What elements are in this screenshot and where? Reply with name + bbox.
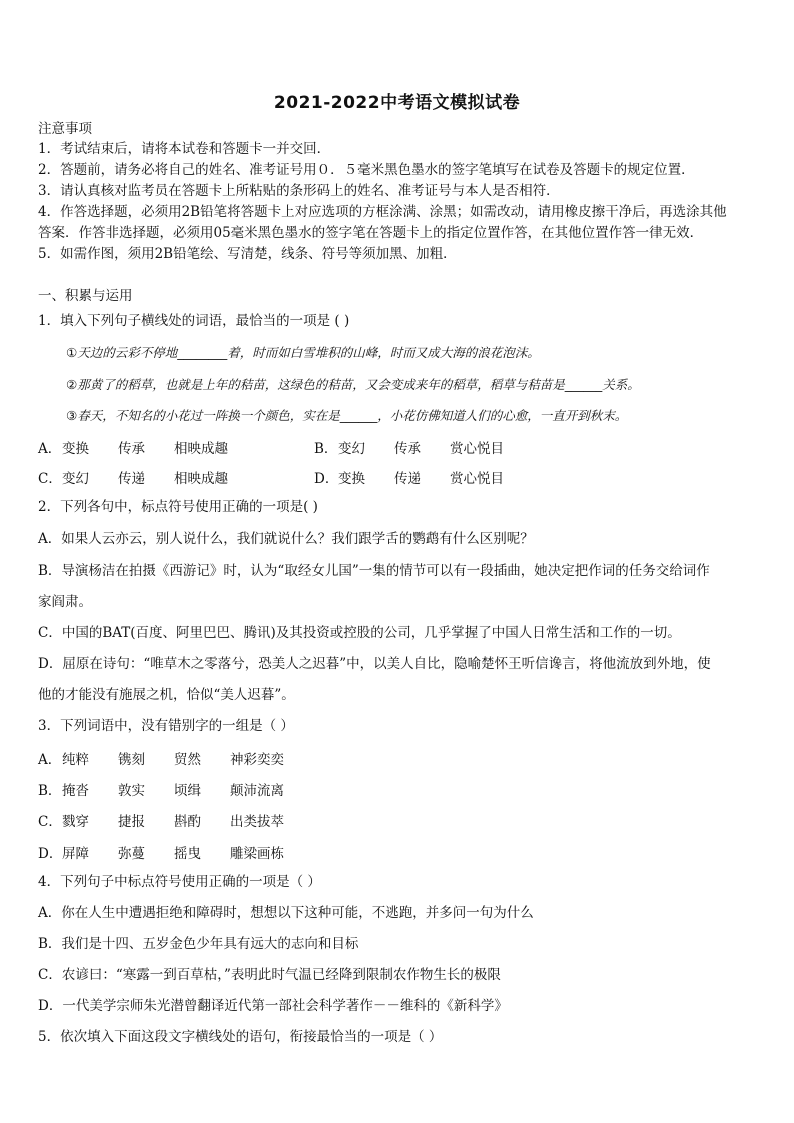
option-word: 变幻 [338, 441, 365, 457]
option-word: 纯粹 [62, 752, 89, 768]
option-word: 屏障 [62, 846, 89, 862]
q3-option-c[interactable] [38, 810, 284, 830]
q1-option-c[interactable] [38, 467, 228, 487]
option-word: 变幻 [62, 471, 89, 487]
option-word: 戮穿 [62, 814, 89, 830]
notice-item: 答案．作答非选择题，必须用05毫米黑色墨水的签字笔在答题卡上的指定位置作答，在其他位置作答一律无效． [38, 225, 704, 241]
option-word: 敦实 [118, 783, 145, 799]
option-word: 顷缉 [174, 783, 201, 799]
q3-option-b[interactable] [38, 779, 284, 799]
q3-option-a[interactable] [38, 748, 284, 768]
q4-option-b[interactable]: B．我们是十四、五岁金色少年具有远大的志向和目标 [38, 936, 359, 952]
option-word: 雕梁画栋 [230, 846, 284, 862]
page-title: 2021-2022中考语文模拟试卷 [273, 93, 521, 113]
option-word: 赏心悦目 [450, 441, 504, 457]
option-key: A． [38, 441, 62, 457]
q2-option-b[interactable]: B．导演杨洁在拍摄《西游记》时，认为“取经女儿国”一集的情节可以有一段插曲，她决定把作词的任务交给词作 [38, 563, 710, 579]
option-word: 相映成趣 [174, 441, 228, 457]
option-word: 镌刻 [118, 752, 145, 768]
q1-sentence-1: ①天边的云彩不停地________着，时而如白雪堆积的山峰，时而又成大海的浪花泡沫。 [66, 345, 540, 360]
q4-option-d[interactable]: D．一代美学宗师朱光潜曾翻译近代第一部社会科学著作－－维科的《新科学》 [38, 998, 508, 1014]
q4-option-a[interactable]: A．你在人生中遭遇拒绝和障碍时，想想以下这种可能，不逃跑，并多问一句为什么 [38, 905, 534, 921]
q1-sentence-2: ②那黄了的稻草，也就是上年的秸苗，这绿色的秸苗，又会变成来年的稻草，稻草与秸苗是______关系。 [66, 377, 640, 392]
option-key: A． [38, 752, 62, 768]
q1-sentence-3: ③春天，不知名的小花过一阵换一个颜色，实在是______，小花仿佛知道人们的心愈，一直开到秋末。 [66, 408, 628, 423]
q1-stem: 1．填入下列句子横线处的词语，最恰当的一项是 ( ) [38, 313, 350, 329]
option-key: D． [314, 471, 339, 487]
option-key: C． [38, 471, 62, 487]
option-key: B． [38, 783, 62, 799]
option-word: 弥蔓 [118, 846, 145, 862]
q2-option-d-cont: 他的才能没有施展之机，恰似“美人迟暮”。 [38, 687, 295, 703]
q4-option-c[interactable]: C．农谚曰：“寒露一到百草枯，”表明此时气温已经降到限制农作物生长的极限 [38, 967, 501, 983]
option-word: 摇曳 [174, 846, 201, 862]
q5-stem: 5．依次填入下面这段文字横线处的语句，衔接最恰当的一项是（ ） [38, 1029, 443, 1045]
notice-item: 3．请认真核对监考员在答题卡上所粘贴的条形码上的姓名、准考证号与本人是否相符． [38, 183, 560, 199]
option-key: B． [314, 441, 338, 457]
option-key: D． [38, 846, 63, 862]
q3-option-d[interactable] [38, 842, 284, 862]
option-word: 贸然 [174, 752, 201, 768]
notice-item: 2．答题前，请务必将自己的姓名、准考证号用０．５毫米黑色墨水的签字笔填写在试卷及答题卡的规定位置． [38, 162, 695, 178]
option-word: 变换 [338, 471, 365, 487]
q2-option-b-cont: 家阎肃。 [38, 594, 92, 610]
notice-item: 4．作答选择题，必须用2B铅笔将答题卡上对应选项的方框涂满、涂黑；如需改动，请用橡皮擦干净后，再选涂其他 [38, 204, 727, 220]
option-word: 传承 [394, 441, 421, 457]
q2-option-c[interactable]: C．中国的BAT(百度、阿里巴巴、腾讯)及其投资或控股的公司，几乎掌握了中国人日常生活和工作的一切。 [38, 625, 681, 641]
notice-item: 1．考试结束后，请将本试卷和答题卡一并交回． [38, 141, 331, 157]
option-word: 赏心悦目 [450, 471, 504, 487]
option-word: 掩沓 [62, 783, 89, 799]
option-word: 斟酌 [174, 814, 201, 830]
option-key: C． [38, 814, 62, 830]
q1-option-a[interactable] [38, 437, 228, 457]
section-heading: 一、积累与运用 [38, 288, 133, 304]
q2-stem: 2．下列各句中，标点符号使用正确的一项是( ) [38, 499, 318, 515]
q2-option-d[interactable]: D．屈原在诗句：“唯草木之零落兮，恐美人之迟暮”中，以美人自比，隐喻楚怀王听信谗言，将他流放到外地，使 [38, 656, 711, 672]
q2-option-a[interactable]: A．如果人云亦云，别人说什么，我们就说什么？我们跟学舌的鹦鹉有什么区别呢？ [38, 531, 534, 547]
notice-heading: 注意事项 [38, 121, 92, 137]
notice-item: 5．如需作图，须用2B铅笔绘、写清楚，线条、符号等须加黑、加粗． [38, 246, 457, 262]
option-word: 相映成趣 [174, 471, 228, 487]
q1-option-d[interactable] [314, 467, 504, 487]
option-word: 传递 [394, 471, 421, 487]
option-word: 神彩奕奕 [230, 752, 284, 768]
option-word: 变换 [62, 441, 89, 457]
option-word: 出类拔萃 [230, 814, 284, 830]
q4-stem: 4．下列句子中标点符号使用正确的一项是（ ） [38, 874, 321, 890]
q1-option-b[interactable] [314, 437, 504, 457]
option-word: 颠沛流离 [230, 783, 284, 799]
q3-stem: 3．下列词语中，没有错别字的一组是（ ） [38, 718, 294, 734]
option-word: 捷报 [118, 814, 145, 830]
option-word: 传承 [118, 441, 145, 457]
option-word: 传递 [118, 471, 145, 487]
